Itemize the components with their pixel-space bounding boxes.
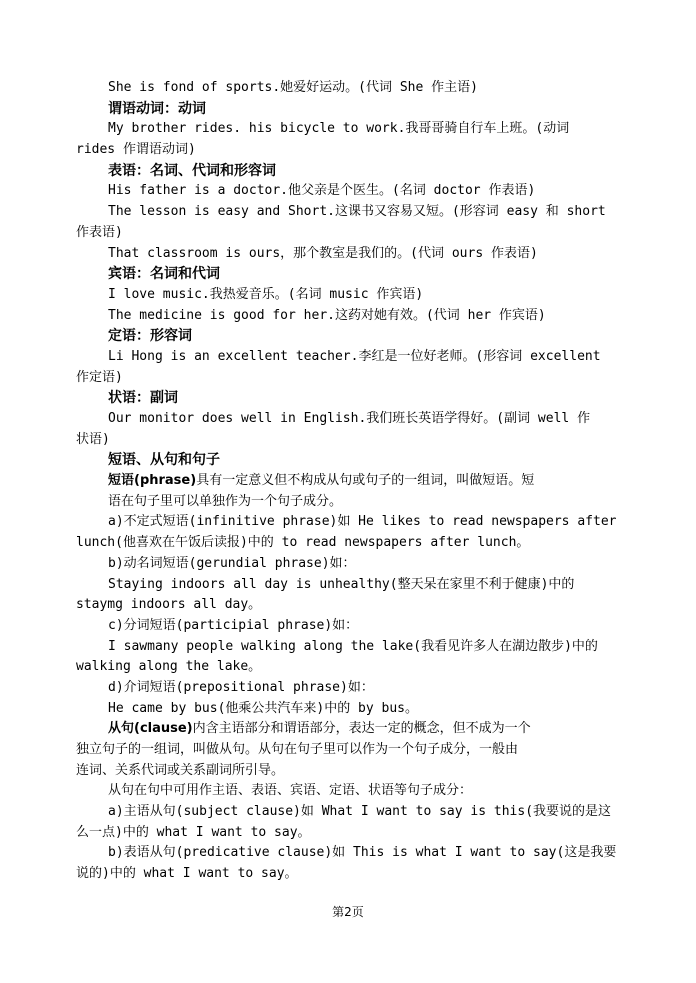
text-line	[76, 430, 640, 451]
section-heading	[76, 326, 640, 347]
term-label: 从句(clause)	[108, 721, 193, 737]
line-text: 具有一定意义但不构成从句或句子的一组词，叫做短语。短	[196, 473, 535, 489]
text-line	[76, 740, 640, 761]
line-text: b)表语从句(predicative clause)如 This is what I want to say(这是我要	[108, 845, 617, 861]
line-text: The medicine is good for her.这药对她有效。(代词 her 作宾语)	[108, 307, 546, 323]
line-text: rides 作谓语动词)	[76, 142, 196, 158]
line-text: a)不定式短语(infinitive phrase)如 He likes to read newspapers after	[108, 514, 617, 530]
text-line	[76, 533, 640, 554]
text-line	[76, 492, 640, 513]
line-text: 从句在句中可用作主语、表语、宾语、定语、状语等句子成分：	[108, 783, 473, 799]
text-line	[76, 368, 640, 389]
text-line	[76, 616, 640, 637]
text-line	[76, 244, 640, 265]
line-text: That classroom is ours，那个教室是我们的。(代词 ours 作表语)	[108, 245, 538, 261]
line-text: 宾语：名词和代词	[108, 266, 220, 283]
line-text: 独立句子的一组词，叫做从句。从句在句子里可以作为一个句子成分，一般由	[76, 742, 519, 757]
line-text: I sawmany people walking along the lake(我看见许多人在湖边散步)中的	[108, 638, 598, 654]
section-heading	[76, 161, 640, 182]
line-text: 状语)	[76, 431, 110, 447]
text-line	[76, 843, 640, 864]
section-heading	[76, 264, 640, 285]
line-text: b)动名词短语(gerundial phrase)如：	[108, 555, 356, 571]
line-text: 状语：副词	[108, 390, 178, 407]
line-text: She is fond of sports.她爱好运动。(代词 She 作主语)	[108, 80, 478, 95]
term-label: 短语(phrase)	[108, 473, 197, 489]
text-line	[76, 471, 640, 492]
section-heading	[76, 450, 640, 471]
text-line	[76, 595, 640, 616]
document-body	[76, 78, 640, 885]
line-text: 连词、关系代词或关系副词所引导。	[76, 762, 285, 778]
text-line	[76, 78, 640, 99]
line-text: My brother rides. his bicycle to work.我哥哥骑自行车上班。(动词	[108, 121, 570, 137]
line-text: walking along the lake。	[76, 659, 262, 675]
line-text: c)分词短语(participial phrase)如：	[108, 617, 359, 633]
text-line	[76, 223, 640, 244]
text-line	[76, 781, 640, 802]
text-line	[76, 575, 640, 596]
text-line	[76, 140, 640, 161]
line-text: 表语：名词、代词和形容词	[108, 162, 276, 179]
line-text: He came by bus(他乘公共汽车来)中的 by bus。	[108, 700, 419, 716]
text-line	[76, 678, 640, 699]
text-line	[76, 347, 640, 368]
line-text: 语在句子里可以单独作为一个句子成分。	[108, 493, 343, 509]
text-line	[76, 554, 640, 575]
section-heading	[76, 388, 640, 409]
line-text: The lesson is easy and Short.这课书又容易又短。(形容词 easy 和 short	[108, 204, 606, 220]
text-line	[76, 181, 640, 202]
text-line	[76, 285, 640, 306]
line-text: His father is a doctor.他父亲是个医生。(名词 doctor 作表语)	[108, 183, 536, 199]
text-line	[76, 306, 640, 327]
text-line	[76, 761, 640, 782]
text-line	[76, 699, 640, 720]
line-text: Li Hong is an excellent teacher.李红是一位好老师。(形容词 excellent	[108, 348, 601, 364]
text-line	[76, 657, 640, 678]
text-line	[76, 719, 640, 740]
line-text: lunch(他喜欢在午饭后读报)中的 to read newspapers after lunch。	[76, 535, 530, 551]
line-text: 么一点)中的 what I want to say。	[76, 824, 311, 840]
line-text: d)介词短语(prepositional phrase)如：	[108, 679, 374, 695]
section-heading	[76, 99, 640, 120]
line-text: Staying indoors all day is unhealthy(整天呆在家里不利于健康)中的	[108, 576, 575, 592]
line-text: 作定语)	[76, 369, 123, 385]
text-line	[76, 637, 640, 658]
text-line	[76, 823, 640, 844]
text-line	[76, 802, 640, 823]
text-line	[76, 512, 640, 533]
line-text: 定语：形容词	[108, 328, 192, 345]
text-line	[76, 202, 640, 223]
text-line	[76, 409, 640, 430]
line-text: 说的)中的 what I want to say。	[76, 866, 298, 882]
line-text: 短语、从句和句子	[108, 452, 220, 469]
text-line	[76, 864, 640, 885]
line-text: 作表语)	[76, 224, 123, 240]
line-text: Our monitor does well in English.我们班长英语学得好。(副词 well 作	[108, 411, 591, 426]
line-text: 内含主语部分和谓语部分，表达一定的概念，但不成为一个	[192, 721, 531, 737]
line-text: staymg indoors all day。	[76, 597, 262, 613]
page-number: 第2页	[332, 905, 364, 919]
text-line	[76, 119, 640, 140]
line-text: 谓语动词：动词	[108, 100, 206, 117]
line-text: a)主语从句(subject clause)如 What I want to say is this(我要说的是这	[108, 804, 612, 820]
line-text: I love music.我热爱音乐。(名词 music 作宾语)	[108, 286, 424, 302]
